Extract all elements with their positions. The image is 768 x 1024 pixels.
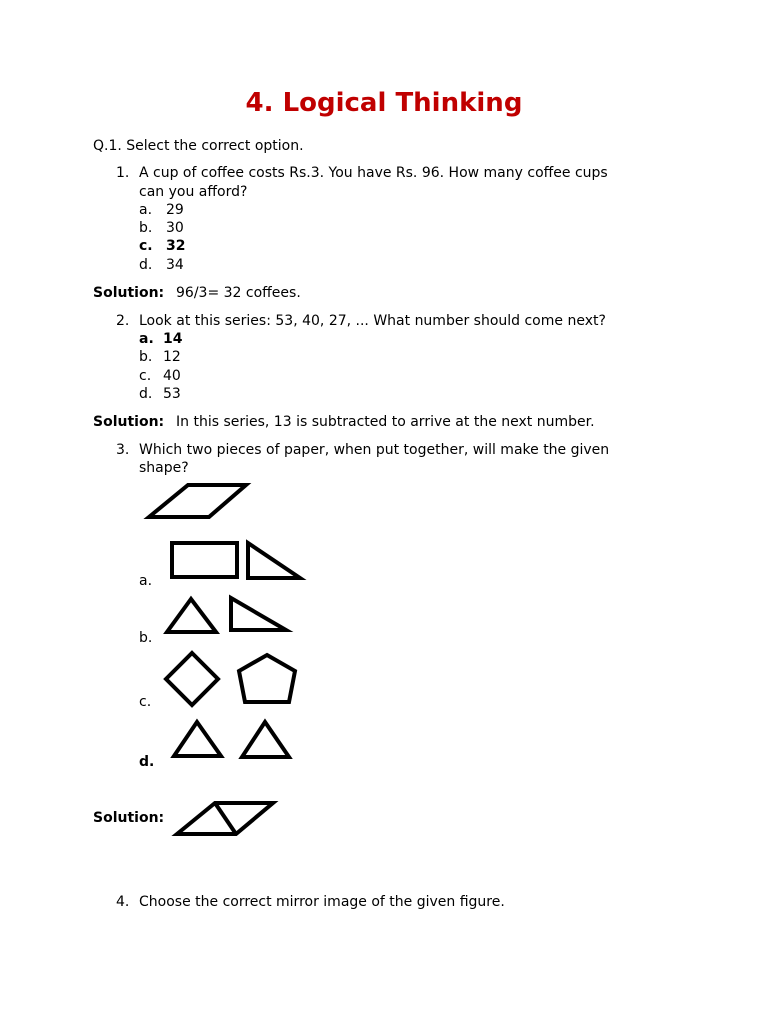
question-number: 1. — [116, 165, 130, 181]
question-text: A cup of coffee costs Rs.3. You have Rs. 96. How many coffee cups — [139, 165, 608, 181]
option-letter: b. — [139, 630, 153, 646]
option-value: 12 — [163, 349, 181, 365]
option-letter-correct: a. — [139, 331, 154, 347]
solution-label: Solution: — [93, 414, 165, 430]
option-value-correct: 32 — [166, 238, 186, 254]
solution-split-line-shape — [215, 803, 236, 834]
option-c-diamond-shape — [166, 653, 218, 705]
solution-label: Solution: — [93, 810, 165, 826]
option-letter: b. — [139, 220, 153, 236]
question-text: shape? — [139, 460, 189, 476]
option-d-triangle-shape — [174, 722, 221, 756]
question-text: Which two pieces of paper, when put together, will make the given — [139, 442, 610, 458]
solution-text: In this series, 13 is subtracted to arrive at the next number. — [176, 414, 595, 430]
option-a-right-triangle-shape — [248, 543, 300, 578]
question-text: Choose the correct mirror image of the given figure. — [139, 894, 505, 910]
option-c-pentagon-shape — [239, 655, 295, 702]
question-set-intro: Q.1. Select the correct option. — [93, 138, 304, 154]
option-value-correct: 14 — [163, 331, 183, 347]
option-letter: d. — [139, 257, 153, 273]
option-letter: a. — [139, 573, 153, 589]
option-letter: c. — [139, 368, 152, 384]
option-letter-correct: d. — [139, 754, 155, 770]
option-letter-correct: c. — [139, 238, 153, 254]
given-parallelogram-shape — [149, 485, 246, 517]
option-letter: c. — [139, 694, 152, 710]
option-value: 30 — [166, 220, 184, 236]
question-number: 4. — [116, 894, 130, 910]
option-value: 53 — [163, 386, 181, 402]
option-letter: a. — [139, 202, 153, 218]
option-d-triangle-shape — [242, 722, 289, 757]
page-title: 4. Logical Thinking — [245, 88, 523, 118]
solution-text: 96/3= 32 coffees. — [176, 285, 301, 301]
question-text: Look at this series: 53, 40, 27, ... What number should come next? — [139, 313, 606, 329]
option-value: 34 — [166, 257, 184, 273]
question-number: 3. — [116, 442, 130, 458]
question-text: can you afford? — [139, 184, 248, 200]
solution-label: Solution: — [93, 285, 165, 301]
option-value: 40 — [163, 368, 181, 384]
question-number: 2. — [116, 313, 130, 329]
option-letter: d. — [139, 386, 153, 402]
option-b-triangle-shape — [167, 599, 216, 632]
option-b-right-triangle-shape — [231, 598, 286, 630]
option-letter: b. — [139, 349, 153, 365]
option-a-rectangle-shape — [172, 543, 237, 577]
option-value: 29 — [166, 202, 184, 218]
